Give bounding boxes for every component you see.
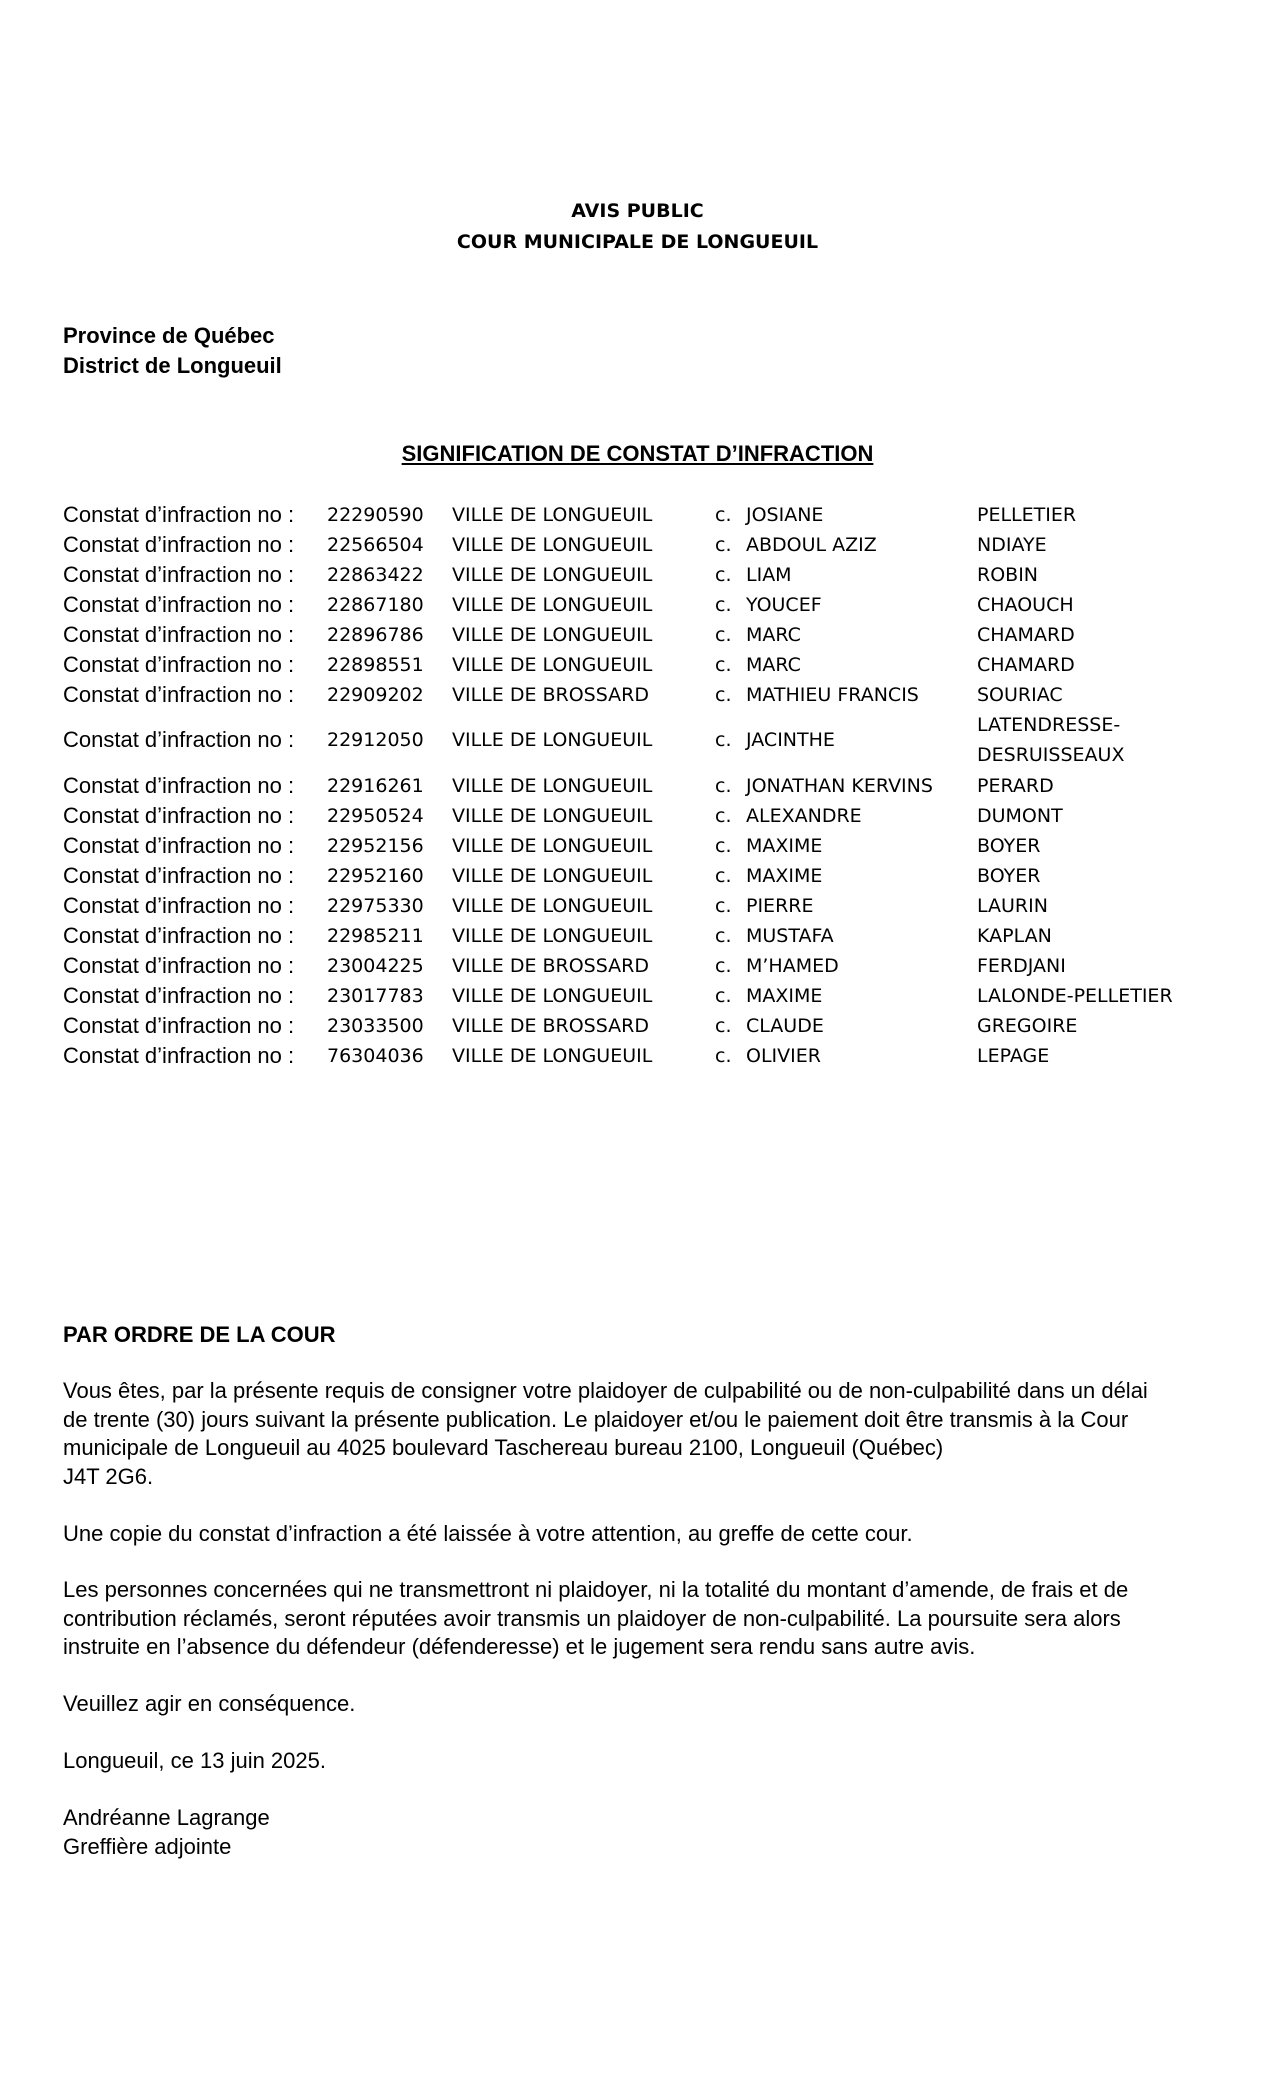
- infraction-label: Constat d’infraction no :: [63, 1013, 295, 1038]
- defendant-first-name: LIAM: [746, 564, 792, 586]
- infraction-number: 76304036: [327, 1045, 424, 1067]
- infraction-row: [63, 981, 1213, 1011]
- plea-paragraph: [63, 1377, 1213, 1491]
- infraction-label: Constat d’infraction no :: [63, 1043, 295, 1068]
- consequence-line: instruite en l’absence du défendeur (défenderesse) et le jugement sera rendu sans autre avis.: [63, 1634, 976, 1659]
- prosecutor-city: VILLE DE LONGUEUIL: [452, 624, 653, 646]
- infraction-row: [63, 530, 1213, 560]
- infraction-label: Constat d’infraction no :: [63, 502, 295, 527]
- signatory-title: Greffière adjointe: [63, 1833, 232, 1859]
- infraction-number: 23004225: [327, 955, 424, 977]
- defendant-first-name: MUSTAFA: [746, 925, 834, 947]
- prosecutor-city: VILLE DE LONGUEUIL: [452, 1045, 653, 1067]
- defendant-last-name: ROBIN: [977, 564, 1039, 586]
- prosecutor-city: VILLE DE LONGUEUIL: [452, 985, 653, 1007]
- infraction-number: 22566504: [327, 534, 424, 556]
- defendant-first-name: JOSIANE: [746, 504, 824, 526]
- infraction-label: Constat d’infraction no :: [63, 562, 295, 587]
- prosecutor-city: VILLE DE LONGUEUIL: [452, 865, 653, 887]
- date-paragraph: [63, 1747, 1213, 1776]
- date-line: Longueuil, ce 13 juin 2025.: [63, 1748, 326, 1773]
- infraction-label: Constat d’infraction no :: [63, 773, 295, 798]
- infraction-label: Constat d’infraction no :: [63, 833, 295, 858]
- prosecutor-city: VILLE DE LONGUEUIL: [452, 654, 653, 676]
- infraction-row: [63, 710, 1213, 771]
- infraction-number: 23017783: [327, 985, 424, 1007]
- prosecutor-city: VILLE DE LONGUEUIL: [452, 729, 653, 751]
- prosecutor-city: VILLE DE LONGUEUIL: [452, 504, 653, 526]
- infraction-number: 23033500: [327, 1015, 424, 1037]
- infraction-label: Constat d’infraction no :: [63, 863, 295, 888]
- defendant-first-name: CLAUDE: [746, 1015, 824, 1037]
- infraction-number: 22898551: [327, 654, 424, 676]
- defendant-first-name: YOUCEF: [746, 594, 822, 616]
- versus-separator: c.: [715, 775, 732, 797]
- plea-line: Vous êtes, par la présente requis de consigner votre plaidoyer de culpabilité ou de non-culpabilité dans un délai: [63, 1378, 1148, 1403]
- versus-separator: c.: [715, 865, 732, 887]
- infraction-row: [63, 1041, 1213, 1071]
- versus-separator: c.: [715, 534, 732, 556]
- versus-separator: c.: [715, 835, 732, 857]
- infraction-row: [63, 620, 1213, 650]
- notice-header: [0, 196, 1275, 258]
- prosecutor-city: VILLE DE LONGUEUIL: [452, 564, 653, 586]
- defendant-first-name: MARC: [746, 654, 801, 676]
- versus-separator: c.: [715, 564, 732, 586]
- prosecutor-city: VILLE DE LONGUEUIL: [452, 925, 653, 947]
- defendant-last-name: CHAMARD: [977, 624, 1075, 646]
- prosecutor-city: VILLE DE LONGUEUIL: [452, 835, 653, 857]
- province-label: Province de Québec: [63, 323, 275, 348]
- infraction-row: [63, 861, 1213, 891]
- versus-separator: c.: [715, 684, 732, 706]
- defendant-last-name: PERARD: [977, 775, 1054, 797]
- infraction-number: 22952160: [327, 865, 424, 887]
- prosecutor-city: VILLE DE LONGUEUIL: [452, 895, 653, 917]
- consequence-paragraph: [63, 1576, 1213, 1662]
- versus-separator: c.: [715, 895, 732, 917]
- infraction-row: [63, 891, 1213, 921]
- section-title: SIGNIFICATION DE CONSTAT D’INFRACTION: [401, 441, 874, 466]
- infraction-row: [63, 771, 1213, 801]
- infraction-row: [63, 560, 1213, 590]
- defendant-last-name: BOYER: [977, 865, 1041, 887]
- infraction-label: Constat d’infraction no :: [63, 682, 295, 707]
- defendant-last-name: DUMONT: [977, 805, 1063, 827]
- defendant-first-name: MAXIME: [746, 865, 823, 887]
- plea-line: de trente (30) jours suivant la présente publication. Le plaidoyer et/ou le paiement doit être transmis à la Cour: [63, 1406, 1129, 1432]
- infraction-number: 22863422: [327, 564, 424, 586]
- infraction-number: 22985211: [327, 925, 424, 947]
- versus-separator: c.: [715, 1015, 732, 1037]
- defendant-last-name: CHAMARD: [977, 654, 1075, 676]
- prosecutor-city: VILLE DE LONGUEUIL: [452, 594, 653, 616]
- defendant-last-name: LALONDE-PELLETIER: [977, 985, 1173, 1007]
- versus-separator: c.: [715, 594, 732, 616]
- consequence-line: contribution réclamés, seront réputées avoir transmis un plaidoyer de non-culpabilité. La poursuite sera alors: [63, 1605, 1121, 1631]
- defendant-last-name: KAPLAN: [977, 925, 1052, 947]
- infraction-number: 22912050: [327, 729, 424, 751]
- versus-separator: c.: [715, 985, 732, 1007]
- versus-separator: c.: [715, 624, 732, 646]
- infraction-number: 22896786: [327, 624, 424, 646]
- versus-separator: c.: [715, 955, 732, 977]
- infraction-label: Constat d’infraction no :: [63, 953, 295, 978]
- defendant-first-name: OLIVIER: [746, 1045, 821, 1067]
- infraction-label: Constat d’infraction no :: [63, 652, 295, 677]
- copy-line: Une copie du constat d’infraction a été laissée à votre attention, au greffe de cette cour.: [63, 1521, 913, 1546]
- prosecutor-city: VILLE DE LONGUEUIL: [452, 805, 653, 827]
- district-label: District de Longueuil: [63, 353, 282, 378]
- infraction-list: [63, 500, 1213, 1071]
- jurisdiction-block: [63, 321, 282, 381]
- order-title: PAR ORDRE DE LA COUR: [63, 1322, 336, 1347]
- defendant-first-name: ABDOUL AZIZ: [746, 534, 877, 556]
- signature-block: [63, 1804, 1213, 1861]
- infraction-row: [63, 590, 1213, 620]
- defendant-last-name: LAURIN: [977, 895, 1048, 917]
- infraction-number: 22867180: [327, 594, 424, 616]
- defendant-last-name: LATENDRESSE-DESRUISSEAUX: [977, 714, 1125, 766]
- infraction-row: [63, 951, 1213, 981]
- prosecutor-city: VILLE DE BROSSARD: [452, 955, 649, 977]
- consequence-line: Les personnes concernées qui ne transmettront ni plaidoyer, ni la totalité du montant d’amende, de frais et de: [63, 1577, 1129, 1602]
- versus-separator: c.: [715, 504, 732, 526]
- defendant-first-name: M’HAMED: [746, 955, 839, 977]
- copy-paragraph: [63, 1520, 1213, 1549]
- defendant-first-name: MATHIEU FRANCIS: [746, 684, 919, 706]
- defendant-last-name: SOURIAC: [977, 684, 1063, 706]
- infraction-number: 22290590: [327, 504, 424, 526]
- prosecutor-city: VILLE DE LONGUEUIL: [452, 534, 653, 556]
- act-accordingly-paragraph: [63, 1690, 1213, 1719]
- infraction-number: 22975330: [327, 895, 424, 917]
- infraction-label: Constat d’infraction no :: [63, 923, 295, 948]
- infraction-label: Constat d’infraction no :: [63, 983, 295, 1008]
- plea-line: J4T 2G6.: [63, 1463, 154, 1489]
- prosecutor-city: VILLE DE LONGUEUIL: [452, 775, 653, 797]
- infraction-row: [63, 500, 1213, 530]
- infraction-label: Constat d’infraction no :: [63, 803, 295, 828]
- infraction-label: Constat d’infraction no :: [63, 893, 295, 918]
- versus-separator: c.: [715, 729, 732, 751]
- defendant-last-name: FERDJANI: [977, 955, 1066, 977]
- infraction-row: [63, 1011, 1213, 1041]
- versus-separator: c.: [715, 805, 732, 827]
- infraction-row: [63, 680, 1213, 710]
- infraction-label: Constat d’infraction no :: [63, 532, 295, 557]
- infraction-row: [63, 650, 1213, 680]
- infraction-number: 22909202: [327, 684, 424, 706]
- versus-separator: c.: [715, 925, 732, 947]
- defendant-first-name: MAXIME: [746, 835, 823, 857]
- defendant-first-name: MARC: [746, 624, 801, 646]
- defendant-last-name: GREGOIRE: [977, 1015, 1078, 1037]
- prosecutor-city: VILLE DE BROSSARD: [452, 1015, 649, 1037]
- defendant-first-name: JONATHAN KERVINS: [746, 775, 933, 797]
- infraction-label: Constat d’infraction no :: [63, 592, 295, 617]
- infraction-label: Constat d’infraction no :: [63, 622, 295, 647]
- act-accordingly-line: Veuillez agir en conséquence.: [63, 1691, 356, 1716]
- defendant-last-name: NDIAYE: [977, 534, 1047, 556]
- defendant-first-name: ALEXANDRE: [746, 805, 862, 827]
- defendant-last-name: BOYER: [977, 835, 1041, 857]
- signatory-name: Andréanne Lagrange: [63, 1805, 270, 1830]
- infraction-label: Constat d’infraction no :: [63, 727, 295, 752]
- infraction-row: [63, 801, 1213, 831]
- prosecutor-city: VILLE DE BROSSARD: [452, 684, 649, 706]
- infraction-number: 22950524: [327, 805, 424, 827]
- defendant-first-name: JACINTHE: [746, 729, 835, 751]
- defendant-last-name: CHAOUCH: [977, 594, 1074, 616]
- defendant-first-name: PIERRE: [746, 895, 814, 917]
- court-name: COUR MUNICIPALE DE LONGUEUIL: [456, 231, 819, 253]
- versus-separator: c.: [715, 654, 732, 676]
- defendant-last-name: PELLETIER: [977, 504, 1077, 526]
- infraction-number: 22916261: [327, 775, 424, 797]
- plea-line: municipale de Longueuil au 4025 boulevard Taschereau bureau 2100, Longueuil (Québec): [63, 1435, 944, 1460]
- infraction-row: [63, 921, 1213, 951]
- notice-title: AVIS PUBLIC: [571, 200, 704, 222]
- infraction-number: 22952156: [327, 835, 424, 857]
- infraction-row: [63, 831, 1213, 861]
- defendant-first-name: MAXIME: [746, 985, 823, 1007]
- defendant-last-name: LEPAGE: [977, 1045, 1050, 1067]
- versus-separator: c.: [715, 1045, 732, 1067]
